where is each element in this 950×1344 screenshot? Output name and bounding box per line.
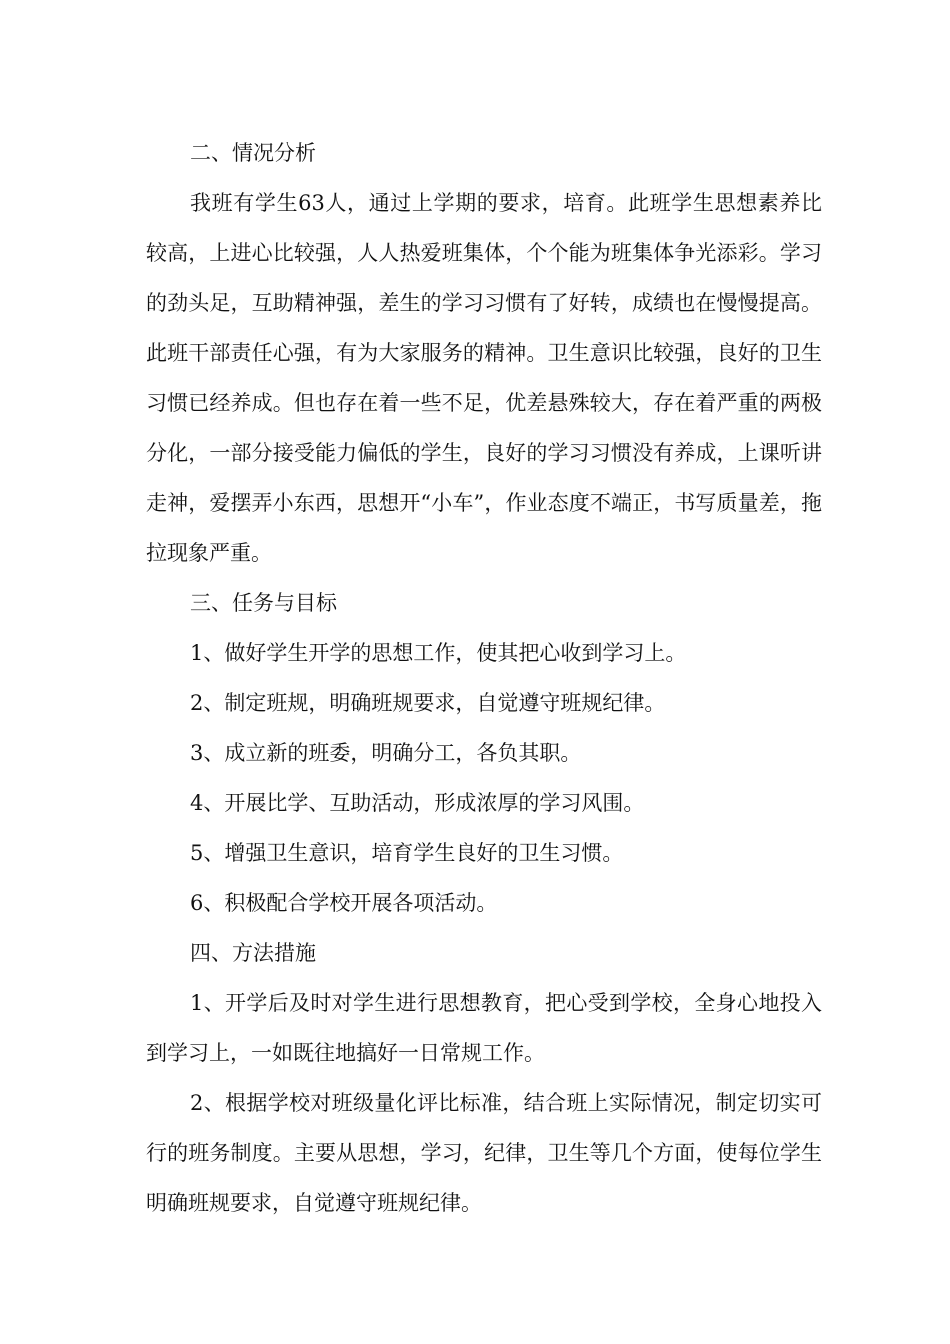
section-heading-situation: 二、情况分析 (190, 141, 316, 165)
goal-item-5: 5、增强卫生意识，培育学生良好的卫生习惯。 (190, 841, 624, 865)
document-body (146, 128, 822, 1228)
paragraph-class-situation: 我班有学生63人，通过上学期的要求，培育。此班学生思想素养比较高，上进心比较强，人人热爱班集体，个个能为班集体争光添彩。学习的劲头足，互助精神强，差生的学习习惯有了好转，成绩也在慢慢提高。此班干部责任心强，有为大家服务的精神。卫生意识比较强，良好的卫生习惯已经养成。但也存在着一些不足，优差悬殊较大，存在着严重的两极分化，一部分接受能力偏低的学生，良好的学习习惯没有养成，上课听讲走神，爱摆弄小东西，思想开“小车”，作业态度不端正，书写质量差，拖拉现象严重。 (146, 191, 822, 565)
section-heading-methods: 四、方法措施 (190, 941, 316, 965)
method-item-2: 2、根据学校对班级量化评比标准，结合班上实际情况，制定切实可行的班务制度。主要从思想，学习，纪律，卫生等几个方面，使每位学生明确班规要求，自觉遵守班规纪律。 (146, 1091, 822, 1215)
goal-item-2: 2、制定班规，明确班规要求，自觉遵守班规纪律。 (190, 691, 666, 715)
method-item-1: 1、开学后及时对学生进行思想教育，把心受到学校，全身心地投入到学习上，一如既往地搞好一日常规工作。 (146, 991, 822, 1065)
goal-item-4: 4、开展比学、互助活动，形成浓厚的学习风围。 (190, 791, 645, 815)
section-heading-goals: 三、任务与目标 (190, 591, 337, 615)
goal-item-3: 3、成立新的班委，明确分工，各负其职。 (190, 741, 582, 765)
goal-item-1: 1、做好学生开学的思想工作，使其把心收到学习上。 (190, 641, 687, 665)
goal-item-6: 6、积极配合学校开展各项活动。 (190, 891, 498, 915)
